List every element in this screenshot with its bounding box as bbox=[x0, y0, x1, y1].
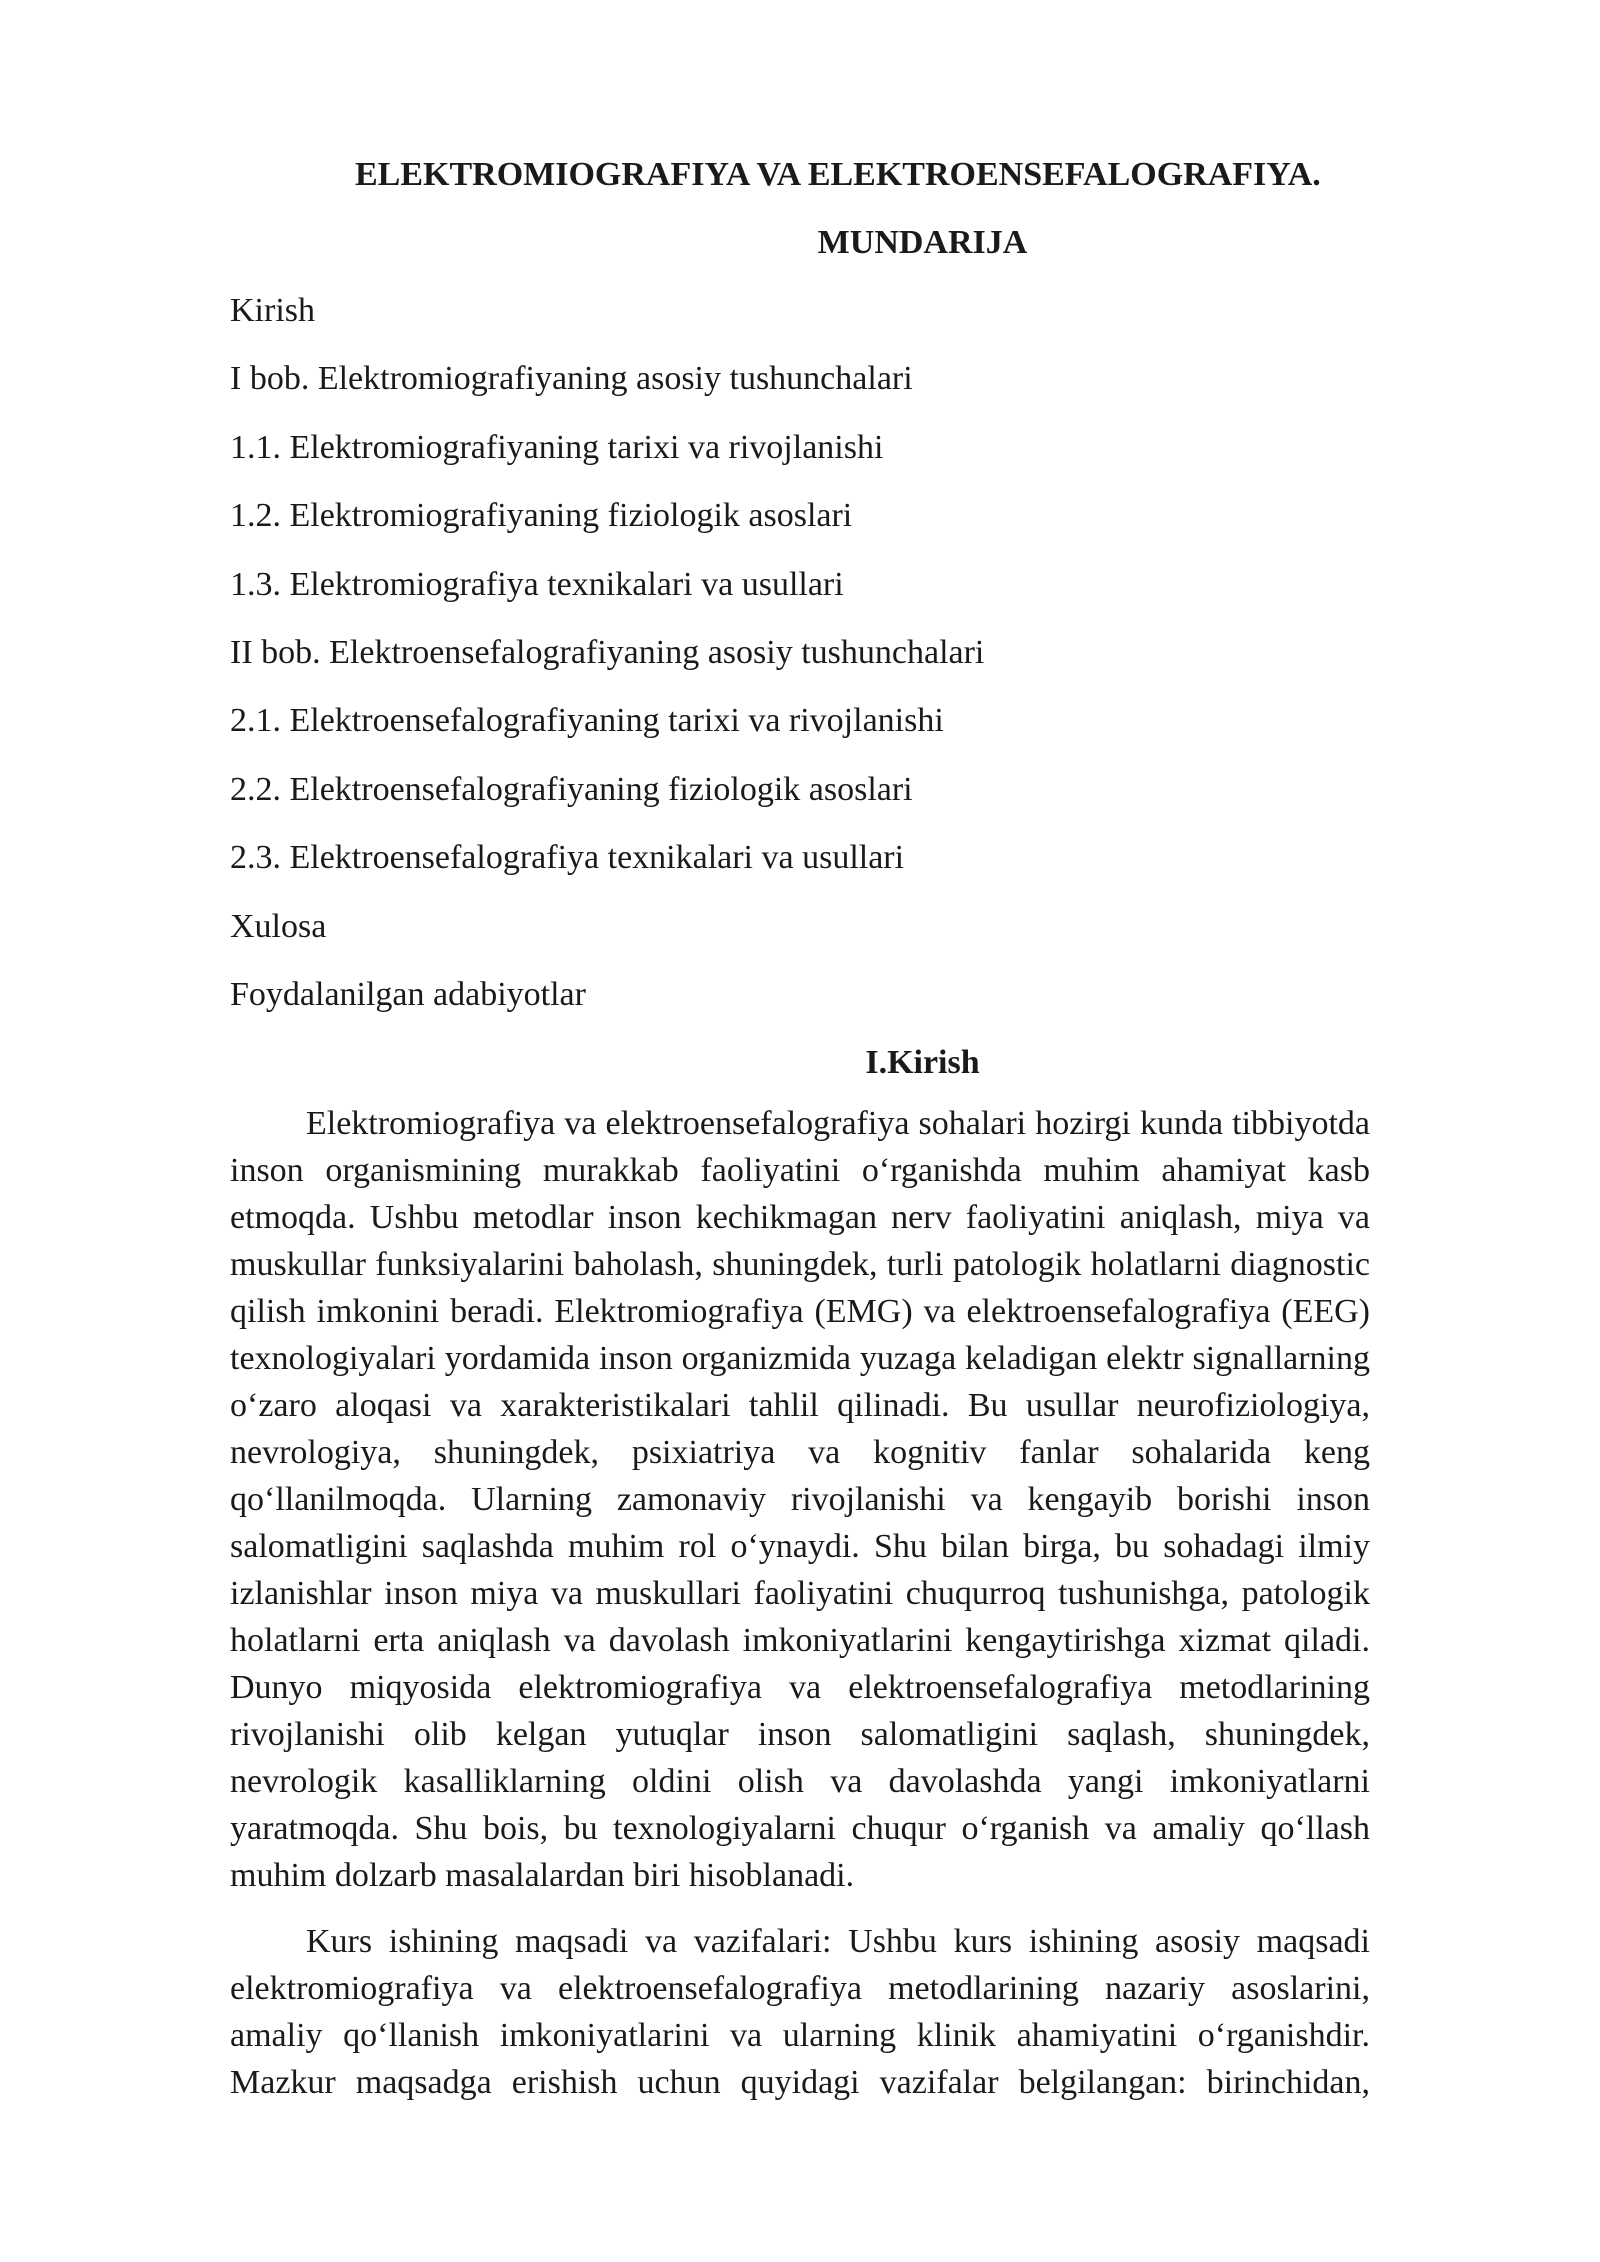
toc-item-2-1: 2.1. Elektroensefalografiyaning tarixi va rivojlanishi bbox=[230, 702, 944, 740]
toc-item-chapter-2: II bob. Elektroensefalografiyaning asosiy tushunchalari bbox=[230, 633, 985, 671]
toc-item-1-3: 1.3. Elektromiografiya texnikalari va usullari bbox=[230, 565, 844, 603]
toc-item-xulosa: Xulosa bbox=[230, 907, 327, 945]
toc-item-2-2: 2.2. Elektroensefalografiyaning fiziologik asoslari bbox=[230, 770, 913, 808]
section-heading-kirish: I.Kirish bbox=[865, 1043, 980, 1081]
body-paragraph: Elektromiografiya va elektroensefalografiya sohalari hozirgi kunda tibbiyotda inson organismining murakkab faoliyatini o‘rganishda muhim ahamiyat kasb etmoqda. Ushbu metodlar inson kechikmagan nerv faoliyatini aniqlash, miya va muskullar funksiyalarini baholash, shuningdek, turli patologik holatlarni diagnostic qilish imkonini beradi. Elektromiografiya (EMG) va elektroensefalografiya (EEG) texnologiyalari yordamida inson organizmida yuzaga keladigan elektr signallarning o‘zaro aloqasi va xarakteristikalari tahlil qilinadi. Bu usullar neurofiziologiya, nevrologiya, shuningdek, psixiatriya va kognitiv fanlar sohalarida keng qo‘llanilmoqda. Ularning zamonaviy rivojlanishi va kengayib borishi inson salomatligini saqlashda muhim rol o‘ynaydi. Shu bilan birga, bu sohadagi ilmiy izlanishlar inson miya va muskullari faoliyatini chuqurroq tushunishga, patologik holatlarni erta aniqlash va davolash imkoniyatlarini kengaytirishga xizmat qiladi. Dunyo miqyosida elektromiografiya va elektroensefalografiya metodlarining rivojlanishi olib kelgan yutuqlar inson salomatligini saqlash, shuningdek, nevrologik kasalliklarning oldini olish va davolashda yangi imkoniyatlarni yaratmoqda. Shu bois, bu texnologiyalarni chuqur o‘rganish va amaliy qo‘llash muhim dolzarb masalalardan biri hisoblanadi. bbox=[230, 1104, 1370, 1894]
table-of-contents bbox=[230, 291, 1370, 1015]
toc-item-1-1: 1.1. Elektromiografiyaning tarixi va rivojlanishi bbox=[230, 428, 884, 466]
toc-item-2-3: 2.3. Elektroensefalografiya texnikalari va usullari bbox=[230, 839, 905, 877]
body-paragraph: Kurs ishining maqsadi va vazifalari: Ushbu kurs ishining asosiy maqsadi elektromiografiya va elektroensefalografiya metodlarining nazariy asoslarini, amaliy qo‘llanish imkoniyatlarini va ularning klinik ahamiyatini o‘rganishdir. Mazkur maqsadga erishish uchun quyidagi vazifalar belgilangan: birinchidan, bbox=[230, 1922, 1370, 2101]
toc-item-1-2: 1.2. Elektromiografiyaning fiziologik asoslari bbox=[230, 497, 853, 535]
toc-item-references: Foydalanilgan adabiyotlar bbox=[230, 975, 586, 1013]
toc-item-chapter-1: I bob. Elektromiografiyaning asosiy tushunchalari bbox=[230, 360, 913, 398]
toc-heading: MUNDARIJA bbox=[817, 224, 1028, 261]
toc-item-kirish: Kirish bbox=[230, 292, 315, 329]
document-title: ELEKTROMIOGRAFIYA VA ELEKTROENSEFALOGRAFIYA. bbox=[355, 156, 1321, 193]
